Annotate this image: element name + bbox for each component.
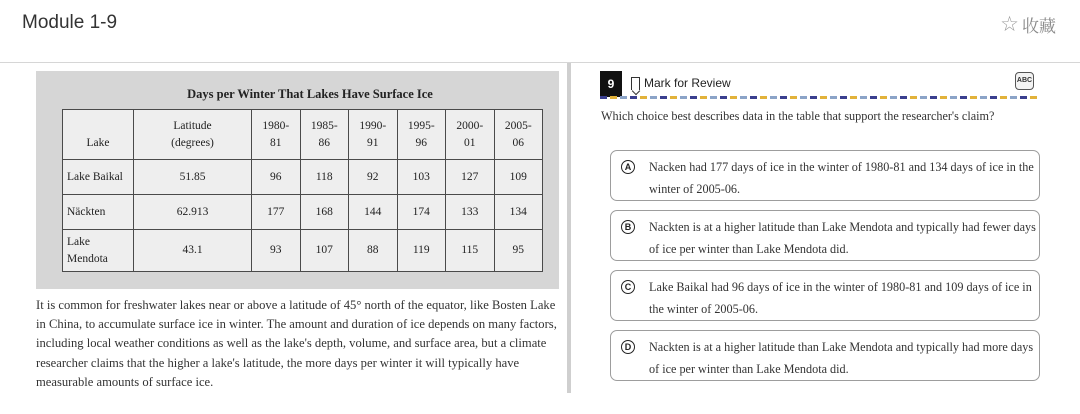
lake-name: Lake Baikal [63,160,134,195]
table-cell: 127 [446,160,495,195]
abc-eliminator-icon[interactable]: ABC [1015,72,1034,90]
table-cell: 109 [494,160,543,195]
table-row [63,160,543,195]
choice-a[interactable] [610,150,1040,201]
table-cell: 88 [349,230,398,272]
header-latitude: Latitude (degrees) [134,110,252,160]
data-table [62,109,543,272]
passage-text: It is common for freshwater lakes near or above a latitude of 45° north of the equator, like Bosten Lake in China, to accumulate surface ice in winter. The amount and duration of ice depends on many factors, including local weather conditions as well as the lake's depth, volume, and surface area, but a climate researcher claims that the higher a lake's latitude, the more days per winter it will typically have measurable amounts of surface ice. [36,298,557,389]
table-cell: 118 [300,160,349,195]
favorite-label: 收藏 [1022,17,1056,37]
choice-b[interactable] [610,210,1040,261]
table-cell: 96 [252,160,301,195]
lake-name: Lake Mendota [63,230,134,272]
favorite-button[interactable] [1000,12,1056,37]
choice-text: Nacken had 177 days of ice in the winter of 1980-81 and 134 days of ice in the winter of 2005-06. [649,160,1034,196]
header-period: 2005- 06 [494,110,543,160]
table-header-row [63,110,543,160]
choice-text: Nackten is at a higher latitude than Lake Mendota and typically had fewer days of ice per winter than Lake Mendota did. [649,220,1036,256]
table-cell: 93 [252,230,301,272]
mark-for-review-button[interactable] [631,76,731,90]
table-cell: 174 [397,195,446,230]
header-period: 1990- 91 [349,110,398,160]
pane-divider[interactable] [567,63,571,393]
mark-for-review-label: Mark for Review [644,76,731,90]
table-cell: 115 [446,230,495,272]
latitude-cell: 43.1 [134,230,252,272]
header-period: 1995- 96 [397,110,446,160]
top-bar [0,0,1080,62]
star-icon: ☆ [1000,12,1019,36]
table-title: Days per Winter That Lakes Have Surface Ice [187,87,433,101]
latitude-cell: 62.913 [134,195,252,230]
latitude-cell: 51.85 [134,160,252,195]
choice-letter: C [621,280,635,294]
table-row [63,230,543,272]
table-cell: 144 [349,195,398,230]
question-number: 9 [600,71,622,97]
table-cell: 177 [252,195,301,230]
choice-letter: B [621,220,635,234]
table-cell: 107 [300,230,349,272]
header-period: 1980- 81 [252,110,301,160]
choice-c[interactable] [610,270,1040,321]
table-cell: 95 [494,230,543,272]
lake-name: Näckten [63,195,134,230]
header-period: 1985- 86 [300,110,349,160]
table-image [36,71,559,289]
bookmark-icon [631,77,640,90]
header-period: 2000- 01 [446,110,495,160]
choice-d[interactable] [610,330,1040,381]
table-cell: 103 [397,160,446,195]
table-cell: 168 [300,195,349,230]
question-prompt: Which choice best describes data in the table that support the researcher's claim? [601,109,995,123]
choice-text: Lake Baikal had 96 days of ice in the winter of 1980-81 and 109 days of ice in the winter of 2005-06. [649,280,1032,316]
table-cell: 92 [349,160,398,195]
table-cell: 134 [494,195,543,230]
table-cell: 133 [446,195,495,230]
header-lake: Lake [63,110,134,160]
header-divider [0,62,1080,63]
choice-letter: A [621,160,635,174]
header-dashed-divider [600,96,1038,99]
question-header [600,71,1038,99]
table-cell: 119 [397,230,446,272]
table-row [63,195,543,230]
module-title: Module 1-9 [22,12,118,33]
choice-letter: D [621,340,635,354]
choice-text: Nackten is at a higher latitude than Lake Mendota and typically had more days of ice per winter than Lake Mendota did. [649,340,1034,376]
